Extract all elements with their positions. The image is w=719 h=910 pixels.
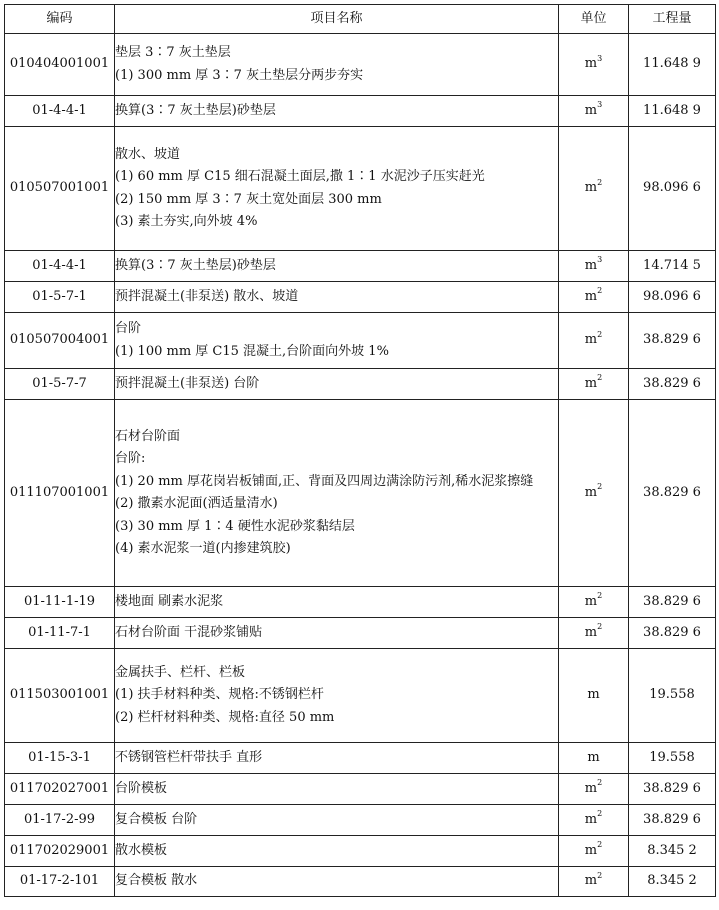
item-name-line: (1) 300 mm 厚 3∶7 灰土垫层分两步夯实 (115, 67, 364, 83)
item-unit (559, 743, 629, 774)
unit-exponent: 2 (597, 591, 603, 601)
unit-exponent: 2 (597, 870, 603, 880)
unit-exponent: 3 (597, 100, 603, 110)
item-code: 011702029001 (5, 836, 115, 867)
table-row (5, 34, 716, 96)
item-quantity: 38.829 6 (629, 400, 716, 587)
table-header (5, 5, 716, 34)
item-name (115, 127, 559, 251)
item-quantity: 11.648 9 (629, 96, 716, 127)
item-name-line: (1) 20 mm 厚花岗岩板铺面,正、背面及四周边满涂防污剂,稀水泥浆擦缝 (115, 473, 534, 489)
unit-exponent: 2 (597, 622, 603, 632)
unit-symbol: m (584, 288, 598, 304)
table-row (5, 618, 716, 649)
item-code: 011503001001 (5, 649, 115, 743)
item-code: 01-4-4-1 (5, 96, 115, 127)
unit-symbol: m (587, 687, 600, 703)
item-code: 01-17-2-99 (5, 805, 115, 836)
item-quantity: 38.829 6 (629, 313, 716, 369)
item-name-line: 预拌混凝土(非泵送) 台阶 (115, 375, 260, 391)
table-row (5, 587, 716, 618)
unit-symbol: m (584, 102, 598, 118)
item-name (115, 805, 559, 836)
item-unit (559, 618, 629, 649)
item-quantity: 8.345 2 (629, 867, 716, 897)
item-unit (559, 369, 629, 400)
item-code: 01-5-7-7 (5, 369, 115, 400)
item-quantity: 38.829 6 (629, 774, 716, 805)
item-name-line: (2) 150 mm 厚 3∶7 灰土宽处面层 300 mm (115, 191, 382, 207)
item-unit (559, 867, 629, 897)
item-code: 01-15-3-1 (5, 743, 115, 774)
item-name-line: (2) 栏杆材料种类、规格:直径 50 mm (115, 709, 335, 725)
item-name-line: 换算(3∶7 灰土垫层)砂垫层 (115, 102, 276, 118)
item-name-line: 换算(3∶7 灰土垫层)砂垫层 (115, 257, 276, 273)
item-quantity: 98.096 6 (629, 127, 716, 251)
item-quantity: 8.345 2 (629, 836, 716, 867)
item-unit (559, 836, 629, 867)
item-name-line: 台阶: (115, 451, 146, 466)
item-unit (559, 251, 629, 282)
item-name (115, 400, 559, 587)
item-name-line: (4) 素水泥浆一道(内掺建筑胶) (115, 541, 291, 556)
header-code: 编码 (5, 5, 115, 34)
item-name-line: 不锈钢管栏杆带扶手 直形 (115, 749, 263, 765)
item-unit (559, 282, 629, 313)
table-row (5, 400, 716, 587)
item-name-line: (3) 30 mm 厚 1∶4 硬性水泥砂浆黏结层 (115, 518, 355, 534)
table-row (5, 282, 716, 313)
header-unit: 单位 (559, 5, 629, 34)
item-name (115, 774, 559, 805)
unit-symbol: m (584, 257, 598, 273)
item-code: 011702027001 (5, 774, 115, 805)
unit-exponent: 2 (597, 329, 603, 339)
item-name (115, 836, 559, 867)
table-row (5, 805, 716, 836)
item-quantity: 38.829 6 (629, 369, 716, 400)
unit-exponent: 2 (597, 177, 603, 187)
item-name (115, 96, 559, 127)
item-name-line: (1) 100 mm 厚 C15 混凝土,台阶面向外坡 1% (115, 343, 389, 359)
item-unit (559, 649, 629, 743)
item-unit (559, 313, 629, 369)
item-name (115, 618, 559, 649)
item-code: 01-4-4-1 (5, 251, 115, 282)
item-quantity: 14.714 5 (629, 251, 716, 282)
table-row (5, 774, 716, 805)
unit-symbol: m (584, 780, 598, 796)
header-quantity: 工程量 (629, 5, 716, 34)
header-name: 项目名称 (115, 5, 559, 34)
item-name-line: 台阶 (115, 321, 142, 336)
item-name-line: 台阶模板 (115, 780, 168, 796)
table-row (5, 369, 716, 400)
table-body (5, 34, 716, 897)
unit-symbol: m (584, 593, 598, 609)
item-unit (559, 774, 629, 805)
item-name (115, 743, 559, 774)
item-unit (559, 587, 629, 618)
unit-exponent: 2 (597, 809, 603, 819)
item-code: 010404001001 (5, 34, 115, 96)
unit-symbol: m (584, 624, 598, 640)
quantity-table (4, 4, 716, 897)
item-name-line: 散水、坡道 (115, 146, 181, 162)
item-quantity: 38.829 6 (629, 587, 716, 618)
item-code: 010507004001 (5, 313, 115, 369)
item-name-line: 复合模板 散水 (115, 873, 198, 889)
item-name-line: 石材台阶面 (115, 428, 181, 444)
item-name-line: 散水模板 (115, 842, 168, 858)
item-name (115, 867, 559, 897)
unit-symbol: m (584, 56, 598, 72)
item-name (115, 251, 559, 282)
item-quantity: 11.648 9 (629, 34, 716, 96)
unit-symbol: m (584, 332, 598, 348)
item-name (115, 587, 559, 618)
unit-exponent: 2 (597, 840, 603, 850)
table-row (5, 743, 716, 774)
item-code: 01-5-7-1 (5, 282, 115, 313)
item-name-line: (1) 扶手材料种类、规格:不锈钢栏杆 (115, 687, 324, 703)
item-name (115, 369, 559, 400)
item-code: 01-11-7-1 (5, 618, 115, 649)
item-name-line: 垫层 3∶7 灰土垫层 (115, 45, 231, 60)
item-unit (559, 96, 629, 127)
table-row (5, 251, 716, 282)
table-row (5, 867, 716, 897)
table-row (5, 127, 716, 251)
unit-exponent: 2 (597, 482, 603, 492)
item-name-line: (2) 撒素水泥面(洒适量清水) (115, 496, 278, 511)
item-code: 011107001001 (5, 400, 115, 587)
unit-symbol: m (584, 873, 598, 889)
item-unit (559, 34, 629, 96)
item-name-line: 复合模板 台阶 (115, 811, 198, 827)
unit-exponent: 3 (597, 53, 603, 63)
item-name-line: (3) 素土夯实,向外坡 4% (115, 214, 258, 229)
unit-symbol: m (584, 842, 598, 858)
header-row (5, 5, 716, 34)
table-row (5, 313, 716, 369)
item-code: 01-11-1-19 (5, 587, 115, 618)
item-name (115, 282, 559, 313)
table-row (5, 836, 716, 867)
unit-symbol: m (584, 484, 598, 500)
item-quantity: 19.558 (629, 743, 716, 774)
item-name-line: 金属扶手、栏杆、栏板 (115, 664, 246, 680)
item-name (115, 649, 559, 743)
unit-symbol: m (584, 375, 598, 391)
item-unit (559, 805, 629, 836)
item-quantity: 38.829 6 (629, 805, 716, 836)
item-quantity: 38.829 6 (629, 618, 716, 649)
item-code: 01-17-2-101 (5, 867, 115, 897)
unit-symbol: m (584, 811, 598, 827)
table-row (5, 96, 716, 127)
item-name-line: 石材台阶面 干混砂浆铺贴 (115, 624, 263, 640)
item-code: 010507001001 (5, 127, 115, 251)
unit-exponent: 2 (597, 286, 603, 296)
unit-symbol: m (584, 180, 598, 196)
item-unit (559, 400, 629, 587)
item-name-line: 楼地面 刷素水泥浆 (115, 593, 224, 609)
item-name (115, 34, 559, 96)
item-quantity: 19.558 (629, 649, 716, 743)
item-name-line: (1) 60 mm 厚 C15 细石混凝土面层,撒 1∶1 水泥沙子压实赶光 (115, 169, 485, 184)
item-name (115, 313, 559, 369)
item-unit (559, 127, 629, 251)
unit-exponent: 2 (597, 778, 603, 788)
unit-exponent: 2 (597, 373, 603, 383)
table-row (5, 649, 716, 743)
item-quantity: 98.096 6 (629, 282, 716, 313)
item-name-line: 预拌混凝土(非泵送) 散水、坡道 (115, 288, 299, 304)
unit-symbol: m (587, 749, 600, 765)
unit-exponent: 3 (597, 255, 603, 265)
